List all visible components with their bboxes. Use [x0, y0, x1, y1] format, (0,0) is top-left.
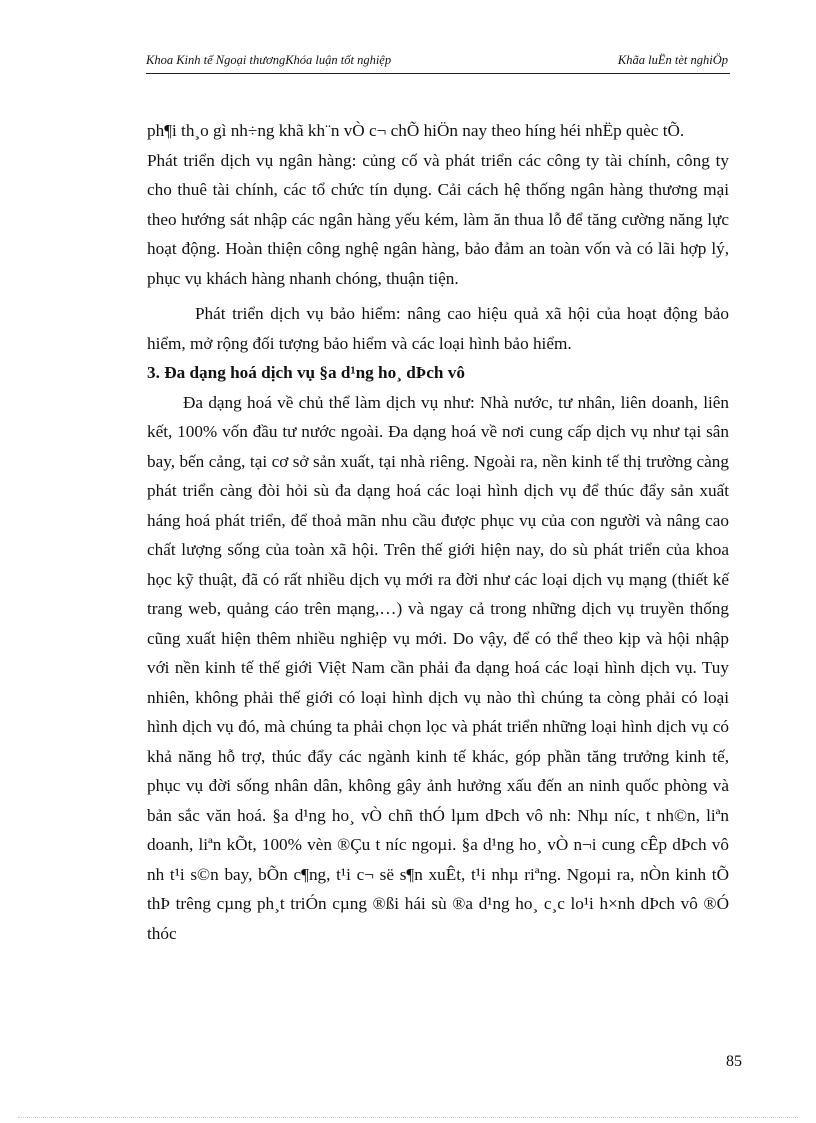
document-body	[147, 116, 729, 948]
page-number: 85	[726, 1053, 742, 1070]
header-left-title: Khoa Kinh tế Ngoại thươngKhóa luận tốt nghiệp	[146, 53, 392, 67]
bottom-divider	[18, 1117, 798, 1118]
paragraph-2: Phát triển dịch vụ ngân hàng: củng cố và phát triển các công ty tài chính, công ty cho thuê tài chính, các tổ chức tín dụng. Cải cách hệ thống ngân hàng thương mại theo hướng sát nhập các ngân hàng yếu kém, làm ăn thua lỗ để tăng cường năng lực hoạt động. Hoàn thiện công nghệ ngân hàng, bảo đảm an toàn vốn và có lãi hợp lý, phục vụ khách hàng nhanh chóng, thuận tiện.	[147, 150, 729, 288]
header-right-title: Khãa luËn tèt nghiÖp	[617, 53, 728, 67]
section-heading: 3. Đa dạng hoá dịch vụ §a d¹ng ho¸ dÞch vô	[147, 363, 465, 382]
paragraph-4: Đa dạng hoá về chủ thể làm dịch vụ như: Nhà nước, tư nhân, liên doanh, liên kết, 100% vốn đầu tư nước ngoài. Đa dạng hoá về nơi cung cấp dịch vụ như tại sân bay, bến cảng, tại cơ sở sản xuất, tại nhà riêng. Ngoài ra, nền kinh tế thị trường càng phát triển càng đòi hỏi sù đa dạng hoá các loại hình dịch vụ để thúc đẩy sản xuất háng hoá phát triển, để thoả mãn nhu cầu được phục vụ của con người và nâng cao chất lượng sống của toàn xã hội. Trên thế giới hiện nay, do sù phát triển của khoa học kỹ thuật, đã có rất nhiều dịch vụ mới ra đời như các loại dịch vụ mạng (thiết kế trang web, quảng cáo trên mạng,…) và ngay cả trong những dịch vụ truyền thống cũng xuất hiện thêm nhiều nghiệp vụ mới. Do vậy, để có thể theo kịp và hội nhập với nền kinh tế thế giới Việt Nam cần phải đa dạng hoá các loại hình dịch vụ. Tuy nhiên, không phải thế giới có loại hình dịch vụ nào thì chúng ta còng phải có loại hình dịch vụ đó, mà chúng ta phải chọn lọc và phát triển những loại hình dịch vụ có khả năng hỗ trợ, thúc đẩy các ngành kinh tế khác, góp phần tăng trưởng kinh tế, phục vụ đời sống nhân dân, không gây ảnh hưởng xấu đến an ninh quốc phòng và bản sắc văn hoá. §a d¹ng ho¸ vÒ chñ thÓ lµm dÞch vô nh: Nhµ níc, t nh©n, liªn doanh, liªn kÕt, 100% vèn ®Çu t níc ngoµi. §a d¹ng ho¸ vÒ n¬i cung cÊp dÞch vô nh t¹i s©n bay, bÕn c¶ng, t¹i c¬ së s¶n xuÊt, t¹i nhµ riªng. Ngoµi ra, nÒn kinh tÕ thÞ trêng cµng ph¸t triÓn cµng ®ßi hái sù ®a d¹ng ho¸ c¸c lo¹i h×nh dÞch vô ®Ó thóc	[147, 392, 729, 943]
paragraph-1: ph¶i th¸o gì nh÷ng khã kh¨n vÒ c¬ chÕ hiÖn nay theo híng héi nhËp quèc tÕ.	[147, 121, 685, 140]
page-header	[146, 51, 730, 74]
paragraph-3: Phát triển dịch vụ bảo hiểm: nâng cao hiệu quả xã hội của hoạt động bảo hiểm, mở rộng đối tượng bảo hiểm và các loại hình bảo hiểm.	[147, 304, 729, 353]
